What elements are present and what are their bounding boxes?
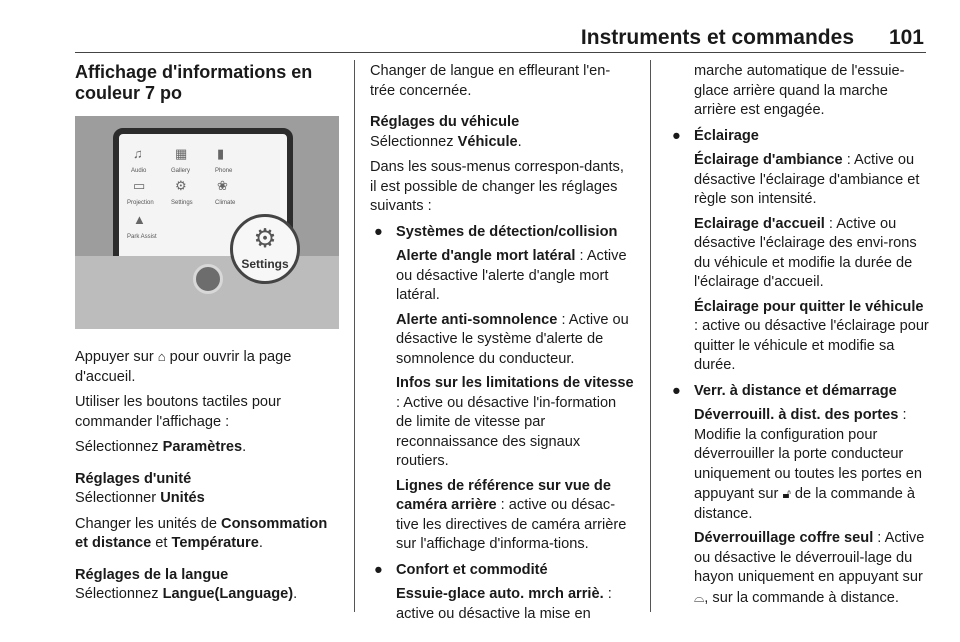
park-assist-icon: ▲	[133, 212, 146, 227]
item-title: Verr. à distance et démarrage	[694, 382, 897, 399]
column-3	[668, 62, 930, 614]
paragraph: Utiliser les boutons tactiles pour commander l'affichage :	[75, 394, 282, 430]
infotainment-figure	[75, 116, 339, 329]
sub-item: Eclairage d'accueil : Active ou désactive l'éclairage des envi-rons du véhicule et modifie la durée de l'éclairage d'accueil.	[694, 215, 917, 290]
tailgate-icon: ⌓	[694, 589, 705, 605]
sub-item: Éclairage pour quitter le véhicule : active ou désactive l'éclairage pour quitter le véhicule et modifie sa durée.	[694, 298, 929, 373]
sub-item: Lignes de référence sur vue de caméra arrière : active ou désac-tive les directives de caméra arrière sur l'affichage d'informa-tions.	[396, 477, 627, 552]
volume-knob	[193, 264, 223, 294]
vehicle-settings-heading: Réglages du véhicule Sélectionnez Véhicule.	[370, 114, 522, 150]
app-label: Phone	[215, 168, 233, 174]
sub-item: Alerte anti-somnolence : Active ou désactive le système d'alerte de somnolence du conducteur.	[396, 311, 629, 367]
item-title: Systèmes de détection/collision	[396, 223, 618, 240]
settings-callout	[230, 214, 300, 284]
column-divider	[354, 60, 355, 612]
unit-settings-heading: Réglages d'unité Sélectionner Unités	[75, 470, 205, 506]
app-label: Park Assist	[127, 234, 157, 240]
app-label: Climate	[215, 200, 236, 206]
column-2	[370, 62, 634, 630]
phone-icon: ▮	[217, 146, 225, 161]
gallery-icon: ▦	[175, 146, 188, 161]
list-item: ● Verr. à distance et démarrage Déverrouill. à dist. des portes : Modifie la configuration pour déverrouiller la porte conducteur uniquement ou toutes les portes en appuyant sur 🔓︎ de la commande à distance. Déverrouillage coffre seul : Active ou désactive le déverrouil-lage du hayon uniquement en appuyant sur ⌓, sur la commande à distance.	[668, 382, 930, 609]
paragraph: Changer les unités de Consommation et distance et Température.	[75, 515, 328, 551]
column-divider	[650, 60, 651, 612]
language-settings-heading: Réglages de la langue Sélectionnez Langue(Language).	[75, 566, 298, 602]
sub-item: Alerte d'angle mort latéral : Active ou désactive l'alerte d'angle mort latéral.	[396, 248, 627, 303]
list-item: ● Systèmes de détection/collision Alerte d'angle mort latéral : Active ou désactive l'alerte d'angle mort latéral. Alerte anti-somnolence : Active ou désactive le système d'alerte de somnolence du conducteur. Infos sur les limitations de vitesse : Active ou désactive l'in-formation de limite de vitesse par reconnaissance des signaux routiers. Lignes de référence sur vue de caméra arrière : active ou désac-tive les directives de caméra arrière sur l'affichage d'informa-tions.	[370, 223, 634, 555]
audio-icon: ♫	[133, 146, 143, 161]
app-label: Projection	[127, 200, 154, 206]
sub-item: Infos sur les limitations de vitesse : Active ou désactive l'in-formation de limite de vitesse par reconnaissance des signaux routiers.	[396, 375, 634, 469]
unlock-icon: 🔓︎	[782, 486, 791, 501]
page-header	[75, 26, 926, 52]
list-item: ● Confort et commodité Essuie-glace auto. mrch arriè. : active ou désactive la mise en	[370, 561, 634, 625]
sub-item: Déverrouill. à dist. des portes : Modifie la configuration pour déverrouiller la porte conducteur uniquement ou toutes les portes en appuyant sur 🔓︎ de la commande à distance.	[694, 407, 922, 522]
item-title: Éclairage	[694, 127, 759, 144]
settings-list	[370, 223, 634, 625]
app-label: Settings	[171, 200, 193, 206]
page-number: 101	[888, 26, 924, 49]
callout-label: Settings	[241, 257, 289, 271]
sub-item: Déverrouillage coffre seul : Active ou désactive le déverrouil-lage du hayon uniquement en appuyant sur ⌓, sur la commande à distance.	[694, 530, 925, 606]
paragraph: Dans les sous-menus correspon-dants, il est possible de changer les réglages suivants :	[370, 159, 624, 214]
paragraph: Changer de langue en effleurant l'en-trée concernée.	[370, 63, 611, 99]
app-label: Audio	[131, 168, 147, 174]
projection-icon: ▭	[133, 178, 146, 193]
continued-text: marche automatique de l'essuie-glace arrière quand la marche arrière est engagée.	[694, 63, 905, 118]
home-icon: ⌂	[157, 349, 166, 364]
settings-gear-icon: ⚙	[253, 223, 277, 253]
sub-item: Essuie-glace auto. mrch arriè. : active ou désactive la mise en	[396, 586, 612, 622]
list-item: ● Éclairage Éclairage d'ambiance : Active ou désactive l'éclairage d'ambiance et règle son intensité. Eclairage d'accueil : Active ou désactive l'éclairage des envi-rons du véhicule et modifie la durée de l'éclairage d'accueil. Éclairage pour quitter le véhicule : active ou désactive l'éclairage pour quitter le véhicule et modifie sa durée.	[668, 127, 930, 376]
sub-item: Éclairage d'ambiance : Active ou désactive l'éclairage d'ambiance et règle son intensité.	[694, 152, 920, 207]
item-title: Confort et commodité	[396, 561, 548, 578]
climate-icon: ❀	[217, 178, 228, 193]
app-label: Gallery	[171, 168, 191, 174]
column-1	[75, 62, 339, 611]
settings-small-icon: ⚙	[175, 178, 187, 193]
header-title: Instruments et commandes	[580, 26, 854, 49]
header-rule	[75, 52, 926, 53]
paragraph: Sélectionnez Paramètres.	[75, 439, 247, 455]
paragraph: Appuyer sur ⌂ pour ouvrir la page d'accueil.	[75, 349, 292, 385]
settings-list	[668, 127, 930, 609]
section-title: Affichage d'informations en couleur 7 po	[75, 62, 313, 103]
